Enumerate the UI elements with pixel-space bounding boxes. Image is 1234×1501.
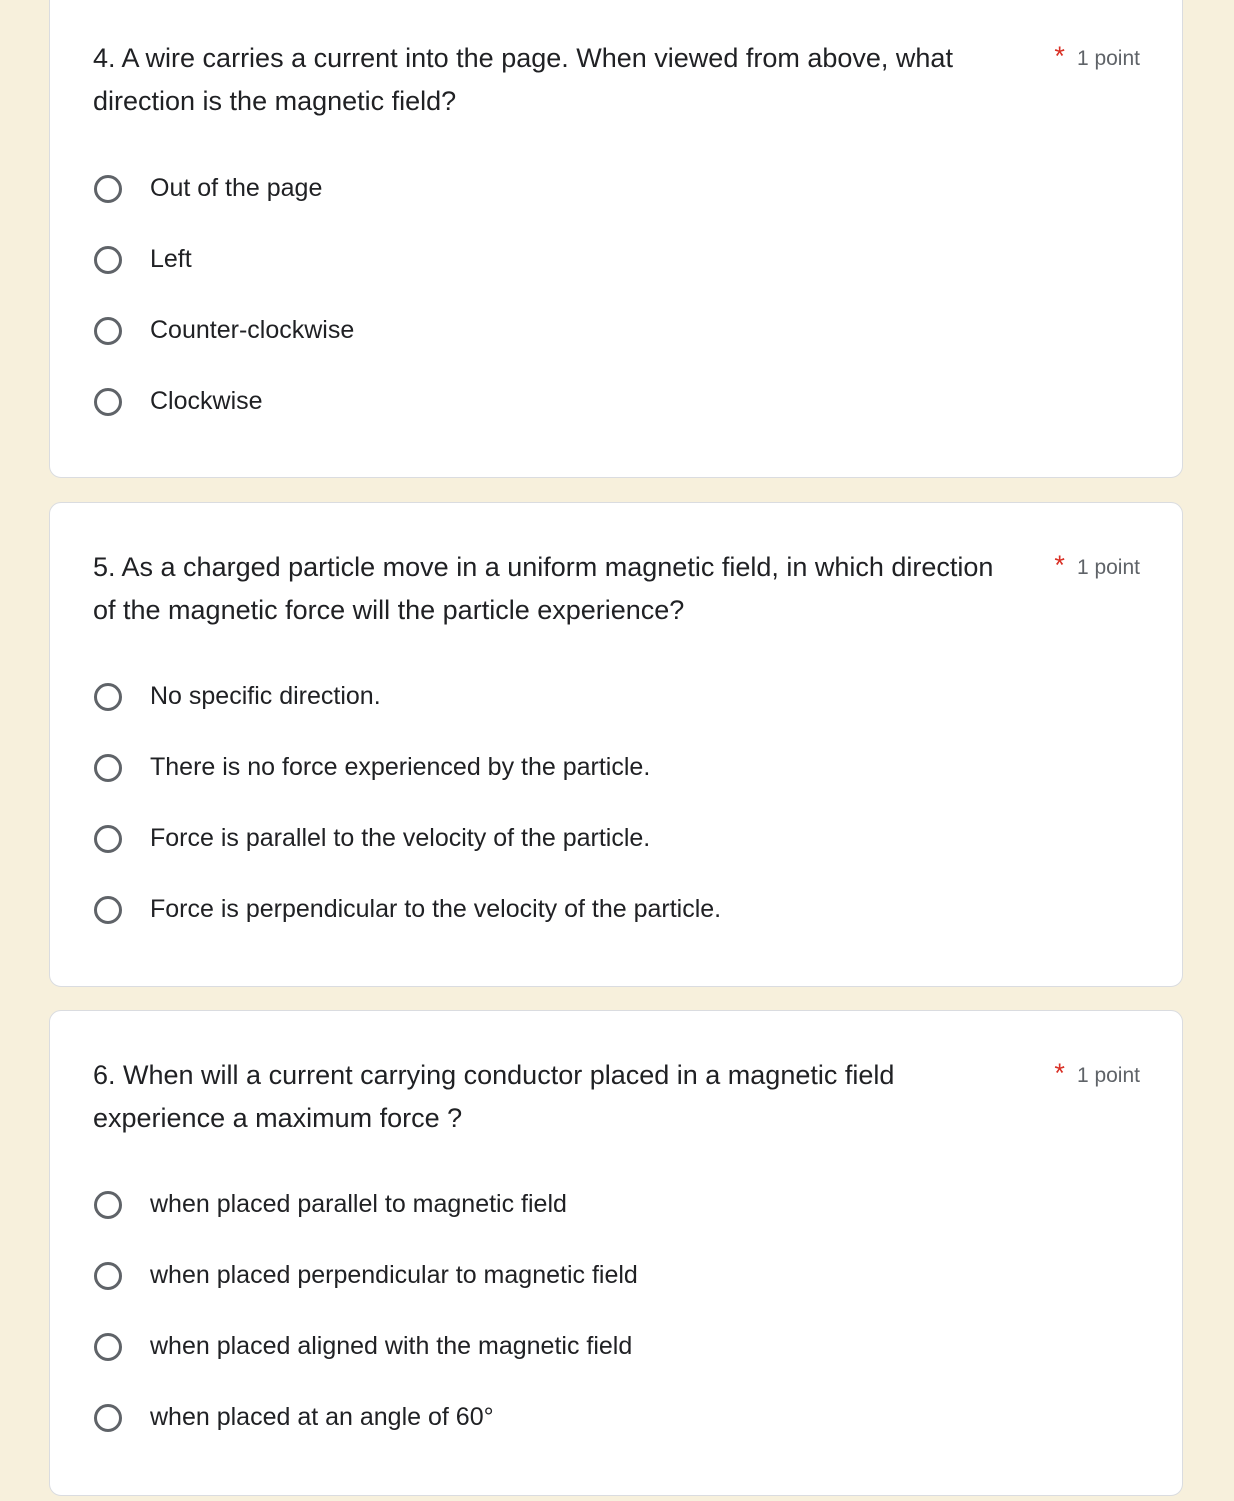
option-counter-clockwise[interactable]: [93, 295, 1140, 366]
radio-button-icon[interactable]: [94, 175, 122, 203]
option-label: Left: [150, 245, 192, 273]
question-card-5: [49, 502, 1183, 987]
radio-button-icon[interactable]: [94, 683, 122, 711]
radio-button-icon[interactable]: [94, 754, 122, 782]
option-list: [93, 153, 1140, 437]
option-clockwise[interactable]: [93, 366, 1140, 437]
option-angle-60[interactable]: [93, 1382, 1140, 1453]
question-title: 5. As a charged particle move in a uniform magnetic field, in which direction of the magnetic force will the particle experience?: [93, 552, 994, 625]
option-label: Out of the page: [150, 174, 323, 202]
option-label: Clockwise: [150, 387, 263, 415]
option-aligned-with-field[interactable]: [93, 1311, 1140, 1382]
question-header: [93, 546, 1140, 632]
radio-button-icon[interactable]: [94, 896, 122, 924]
radio-button-icon[interactable]: [94, 825, 122, 853]
option-force-perpendicular[interactable]: [93, 874, 1140, 945]
question-header: [93, 37, 1140, 123]
option-label: Force is perpendicular to the velocity of the particle.: [150, 895, 722, 923]
option-label: when placed at an angle of 60°: [150, 1403, 494, 1431]
points-info: [1054, 37, 1140, 77]
question-title: 4. A wire carries a current into the page. When viewed from above, what direction is the magnetic field?: [93, 43, 953, 116]
option-left[interactable]: [93, 224, 1140, 295]
option-label: Counter-clockwise: [150, 316, 355, 344]
option-parallel-to-field[interactable]: [93, 1169, 1140, 1240]
radio-button-icon[interactable]: [94, 388, 122, 416]
option-label: when placed perpendicular to magnetic field: [150, 1261, 638, 1289]
radio-button-icon[interactable]: [94, 317, 122, 345]
question-card-6: [49, 1010, 1183, 1496]
option-list: [93, 1169, 1140, 1453]
option-label: No specific direction.: [150, 682, 381, 710]
radio-button-icon[interactable]: [94, 1404, 122, 1432]
option-perpendicular-to-field[interactable]: [93, 1240, 1140, 1311]
required-asterisk-icon: *: [1054, 550, 1065, 580]
option-label: when placed aligned with the magnetic field: [150, 1332, 633, 1360]
required-asterisk-icon: *: [1054, 1058, 1065, 1088]
points-info: [1054, 546, 1140, 586]
question-title: 6. When will a current carrying conductor placed in a magnetic field experience a maximum force ?: [93, 1060, 895, 1133]
option-force-parallel[interactable]: [93, 803, 1140, 874]
option-no-force[interactable]: [93, 732, 1140, 803]
option-label: when placed parallel to magnetic field: [150, 1190, 567, 1218]
question-card-4: [49, 0, 1183, 478]
points-info: [1054, 1054, 1140, 1094]
radio-button-icon[interactable]: [94, 1262, 122, 1290]
points-label: 1 point: [1076, 47, 1140, 70]
option-label: Force is parallel to the velocity of the particle.: [150, 824, 651, 852]
points-label: 1 point: [1076, 556, 1140, 579]
radio-button-icon[interactable]: [94, 1333, 122, 1361]
radio-button-icon[interactable]: [94, 1191, 122, 1219]
option-label: There is no force experienced by the particle.: [150, 753, 651, 781]
option-list: [93, 661, 1140, 945]
points-label: 1 point: [1076, 1064, 1140, 1087]
radio-button-icon[interactable]: [94, 246, 122, 274]
option-out-of-the-page[interactable]: [93, 153, 1140, 224]
question-header: [93, 1054, 1140, 1140]
option-no-specific-direction[interactable]: [93, 661, 1140, 732]
required-asterisk-icon: *: [1054, 41, 1065, 71]
